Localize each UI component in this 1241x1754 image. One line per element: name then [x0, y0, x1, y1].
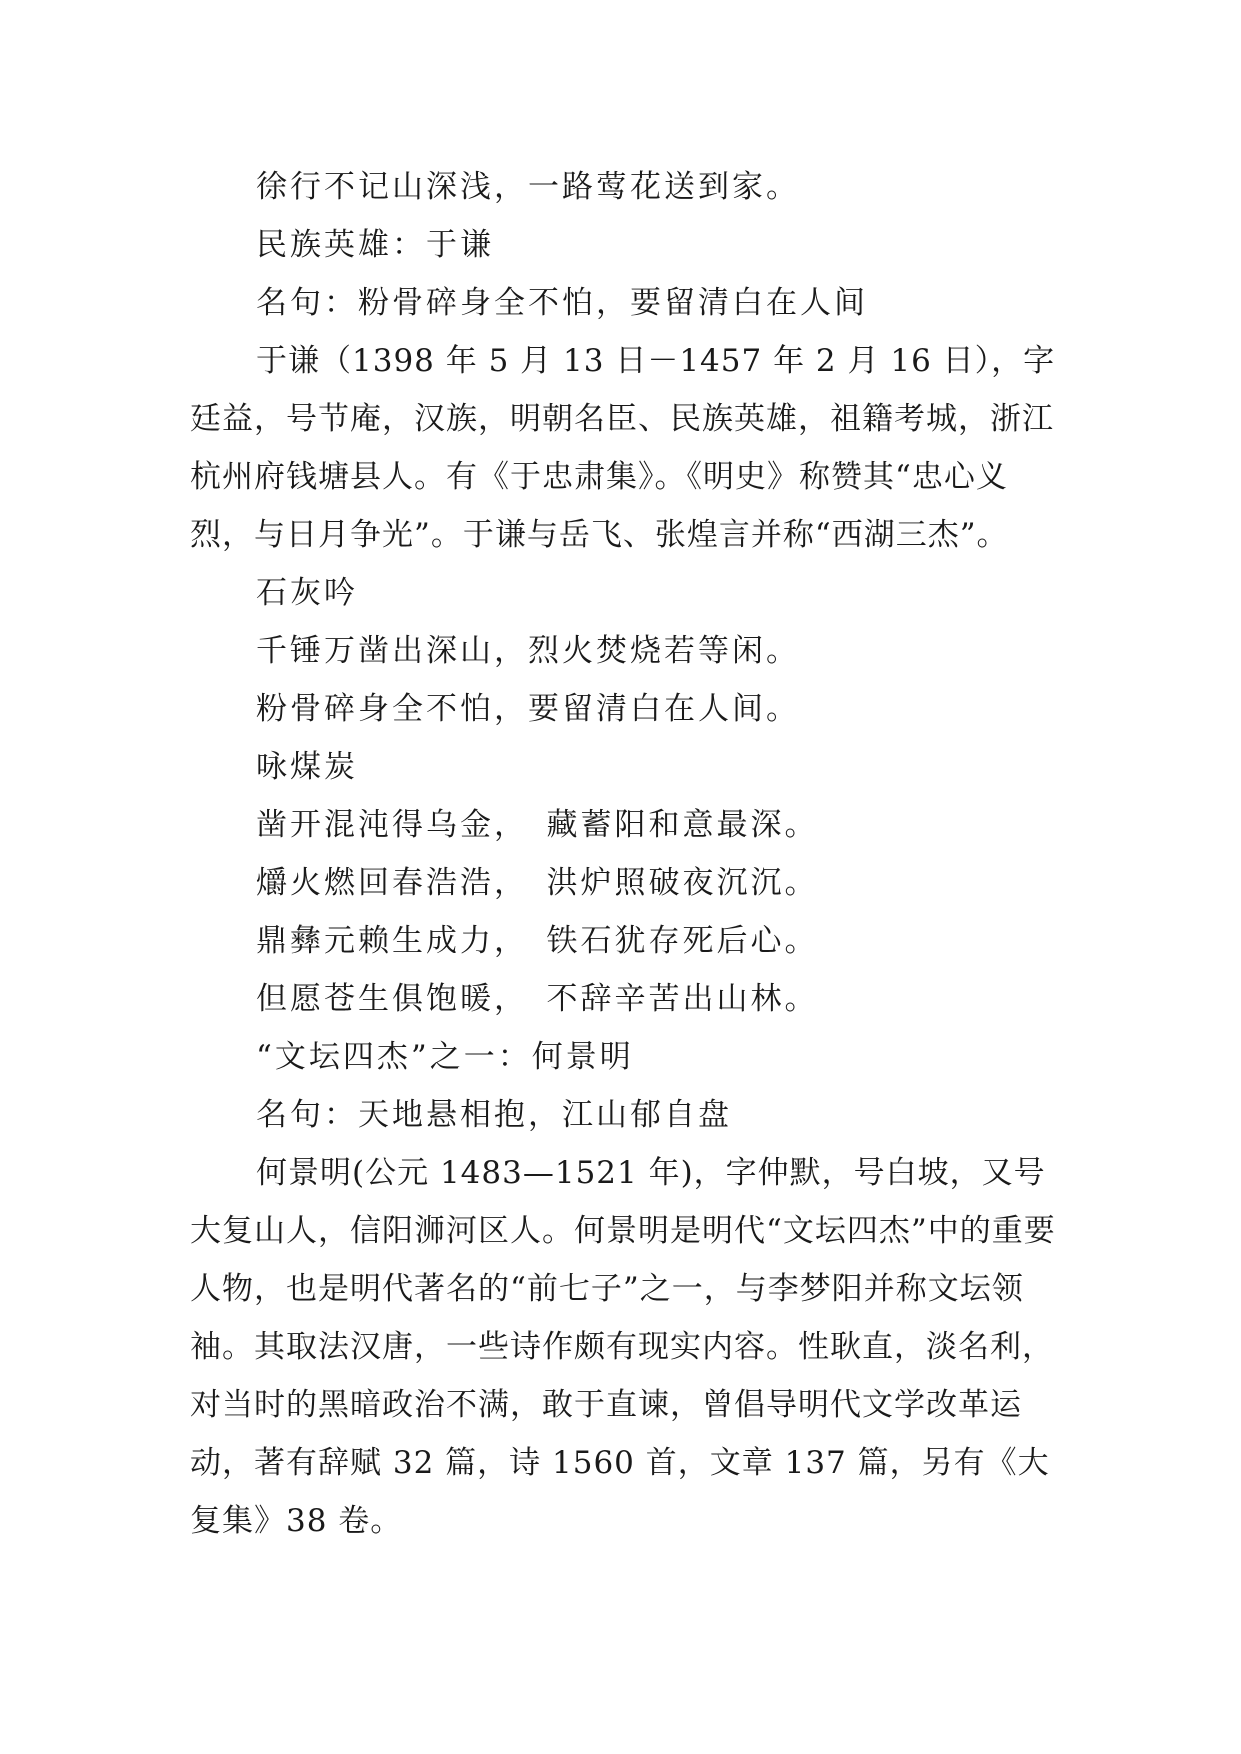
- poem-line: 但愿苍生俱饱暖， 不辞辛苦出山林。: [256, 981, 819, 1017]
- biography-paragraph: 何景明(公元 1483—1521 年)，字仲默，号白坡，又号大复山人，信阳浉河区人。何景明是明代“文坛四杰”中的重要人物，也是明代著名的“前七子”之一，与李梦阳并称文坛领袖。其取法汉唐，一些诗作颇有现实内容。性耿直，淡名利，对当时的黑暗政治不满，敢于直谏，曾倡导明代文学改革运动，著有辞赋 32 篇，诗 1560 首，文章 137 篇，另有《大复集》38 卷。: [190, 1155, 1056, 1539]
- famous-quote: 名句：天地悬相抱，江山郁自盘: [256, 1097, 732, 1133]
- poem-title: 咏煤炭: [256, 749, 358, 785]
- poem-line: 徐行不记山深浅，一路莺花送到家。: [256, 169, 800, 205]
- section-heading-yu-qian: 民族英雄：于谦: [256, 227, 494, 263]
- document-body: [190, 158, 1060, 1550]
- poem-line: 爝火燃回春浩浩， 洪炉照破夜沉沉。: [256, 865, 819, 901]
- poem-line: 鼎彝元赖生成力， 铁石犹存死后心。: [256, 923, 819, 959]
- poem-line: 凿开混沌得乌金， 藏蓄阳和意最深。: [256, 807, 819, 843]
- poem-title: 石灰吟: [256, 575, 358, 611]
- section-heading-he-jingming: “文坛四杰”之一：何景明: [256, 1039, 634, 1075]
- famous-quote: 名句：粉骨碎身全不怕，要留清白在人间: [256, 285, 868, 321]
- biography-paragraph: 于谦（1398 年 5 月 13 日－1457 年 2 月 16 日），字廷益，号节庵，汉族，明朝名臣、民族英雄，祖籍考城，浙江杭州府钱塘县人。有《于忠肃集》。《明史》称赞其“忠心义烈，与日月争光”。于谦与岳飞、张煌言并称“西湖三杰”。: [190, 343, 1056, 553]
- poem-line: 千锤万凿出深山，烈火焚烧若等闲。: [256, 633, 800, 669]
- poem-line: 粉骨碎身全不怕，要留清白在人间。: [256, 691, 800, 727]
